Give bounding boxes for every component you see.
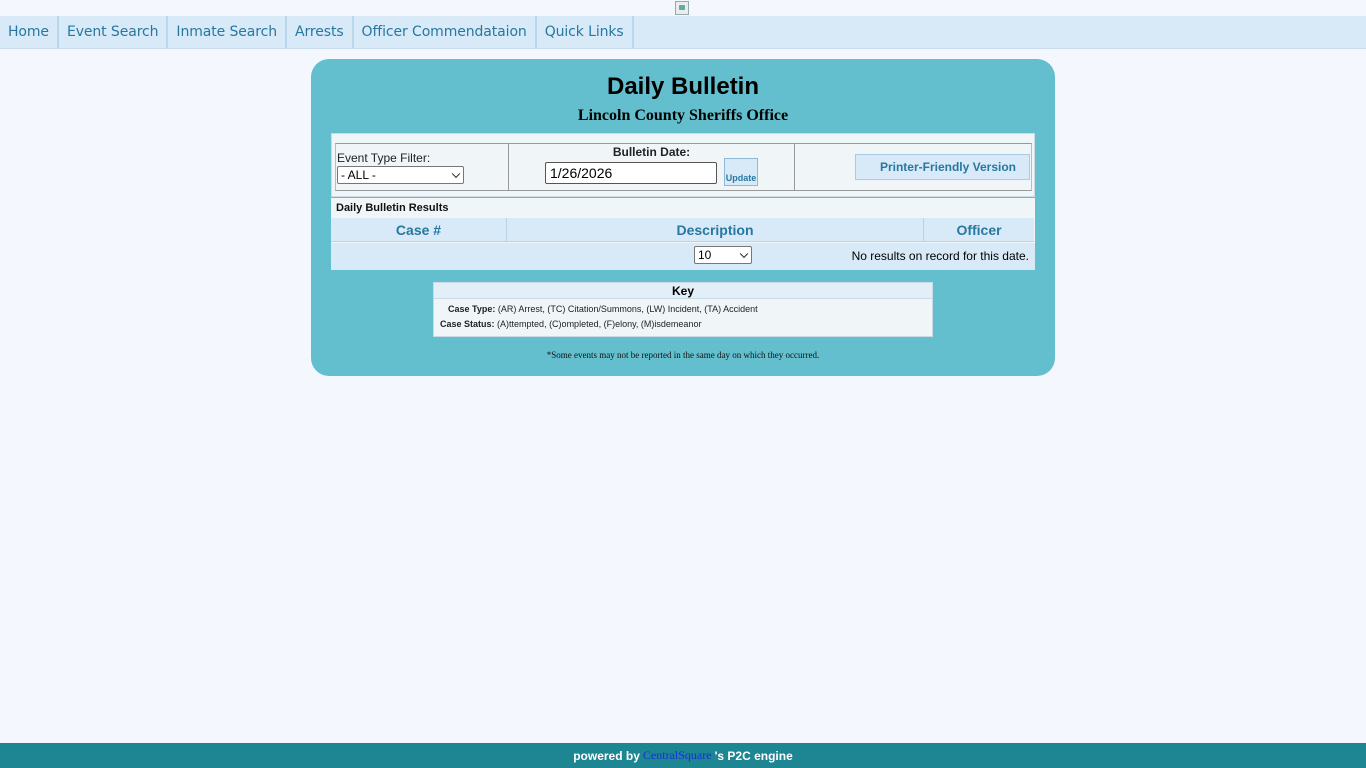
results-header-row — [331, 218, 1034, 242]
no-results-message: No results on record for this date. — [851, 249, 1029, 263]
bulletin-date-label: Bulletin Date: — [612, 145, 691, 159]
page-size-select[interactable] — [694, 246, 752, 264]
page-size-value: 10 — [698, 248, 712, 262]
footer-suffix: 's P2C engine — [714, 748, 793, 763]
event-type-select[interactable] — [337, 166, 464, 184]
bulletin-date-input[interactable]: 1/26/2026 — [545, 162, 717, 184]
header-logo-image — [675, 1, 691, 17]
event-type-filter-label: Event Type Filter: — [337, 151, 431, 165]
nav-inmate-search[interactable]: Inmate Search — [168, 16, 287, 48]
key-case-type — [448, 304, 758, 314]
printer-friendly-button[interactable]: Printer-Friendly Version — [855, 154, 1030, 180]
update-button[interactable]: Update — [724, 158, 758, 186]
nav-officer-commendation[interactable]: Officer Commendataion — [354, 16, 537, 48]
key-legend — [433, 282, 933, 337]
main-navigation — [0, 16, 1366, 49]
footer-prefix: powered by — [573, 748, 640, 763]
column-header-officer[interactable]: Officer — [956, 221, 1002, 238]
key-title: Key — [434, 283, 932, 299]
results-footer-row — [331, 243, 1035, 270]
key-case-type-label: Case Type: — [448, 304, 496, 314]
printer-cell — [795, 144, 1031, 190]
nav-arrests[interactable]: Arrests — [287, 16, 354, 48]
nav-event-search[interactable]: Event Search — [59, 16, 168, 48]
filter-bar — [331, 133, 1035, 197]
broken-image-icon — [675, 1, 689, 15]
agency-subtitle: Lincoln County Sheriffs Office — [577, 107, 789, 124]
filter-row — [335, 143, 1032, 191]
results-title: Daily Bulletin Results — [336, 202, 449, 214]
nav-home[interactable]: Home — [0, 16, 59, 48]
reporting-note: *Some events may not be reported in the same day on which they occurred. — [546, 350, 820, 360]
key-case-status — [440, 319, 701, 329]
event-type-filter-cell — [336, 144, 509, 190]
chevron-down-icon — [740, 250, 748, 258]
results-section — [331, 198, 1035, 270]
nav-quick-links[interactable]: Quick Links — [537, 16, 634, 48]
key-case-status-text: (A)ttempted, (C)ompleted, (F)elony, (M)isdemeanor — [497, 319, 702, 329]
page-title: Daily Bulletin — [606, 73, 760, 100]
daily-bulletin-panel — [311, 59, 1055, 376]
column-header-case[interactable]: Case # — [331, 218, 507, 241]
key-case-status-label: Case Status: — [440, 319, 495, 329]
chevron-down-icon — [452, 170, 460, 178]
event-type-select-value: - ALL - — [341, 168, 376, 182]
centralsquare-link[interactable]: CentralSquare — [642, 748, 712, 762]
bulletin-date-cell — [509, 144, 795, 190]
key-case-type-text: (AR) Arrest, (TC) Citation/Summons, (LW) Incident, (TA) Accident — [497, 304, 758, 314]
column-header-description[interactable]: Description — [507, 218, 924, 241]
page-footer — [0, 743, 1366, 768]
